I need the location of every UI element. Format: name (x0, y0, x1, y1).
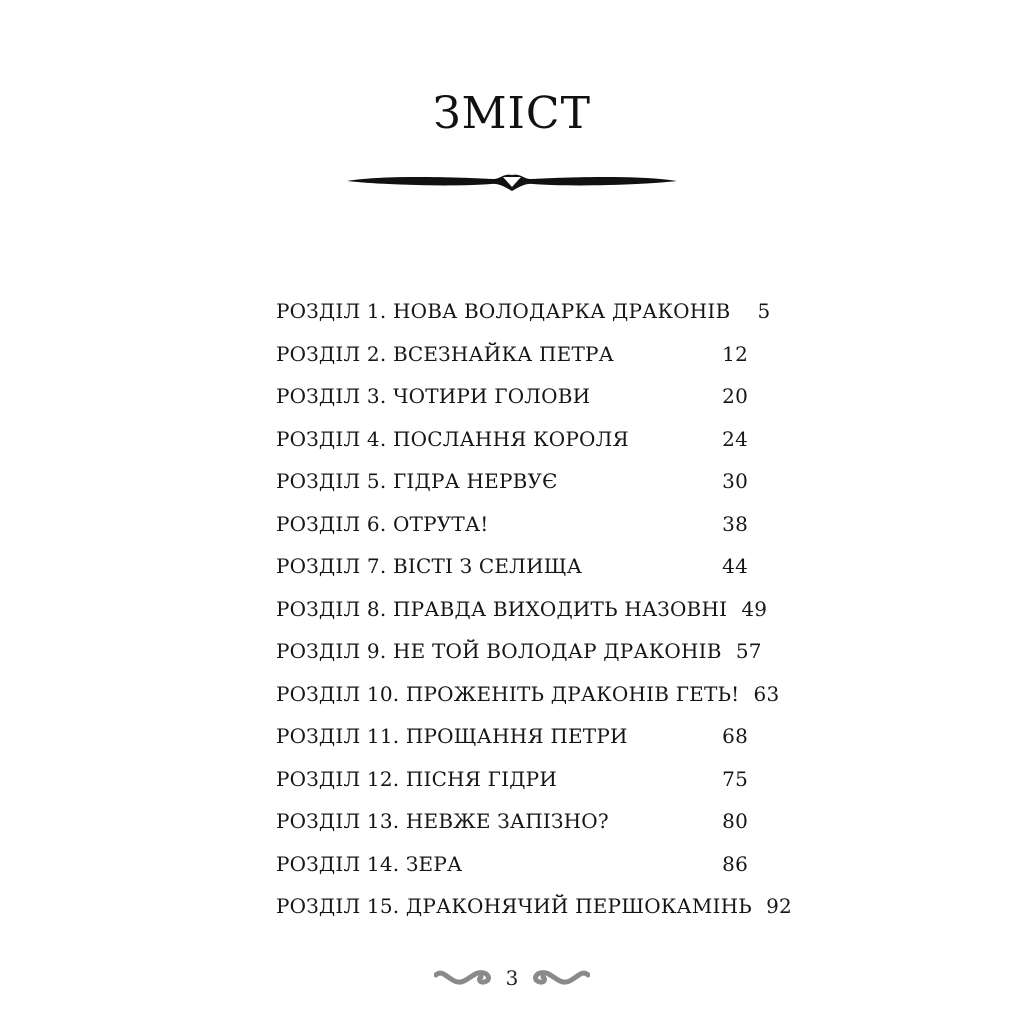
toc-entry-page: 12 (722, 341, 748, 366)
toc-entry-page: 24 (722, 426, 748, 451)
toc-entry-title: РОЗДІЛ 9. НЕ ТОЙ ВОЛОДАР ДРАКОНІВ (276, 639, 722, 663)
toc-entry (276, 762, 748, 805)
toc-entry-page: 5 (757, 299, 771, 323)
toc-entry-page: 75 (722, 766, 748, 791)
toc-entry-page: 30 (722, 469, 748, 493)
toc-entry-title: РОЗДІЛ 11. ПРОЩАННЯ ПЕТРИ (276, 724, 628, 748)
toc-entry-title: РОЗДІЛ 15. ДРАКОНЯЧИЙ ПЕРШОКАМІНЬ (276, 894, 752, 918)
toc-entry (276, 592, 768, 635)
toc-entry-title: РОЗДІЛ 3. ЧОТИРИ ГОЛОВИ (276, 384, 591, 408)
toc-entry (276, 464, 748, 507)
toc-entry-page: 49 (741, 596, 768, 621)
toc-entry-page: 44 (722, 554, 748, 578)
toc-entry-title: РОЗДІЛ 8. ПРАВДА ВИХОДИТЬ НАЗОВНІ (276, 596, 728, 621)
left-swash-ornament (434, 965, 492, 991)
toc-entry (276, 719, 748, 762)
toc-entry (276, 677, 780, 720)
toc-entry (276, 507, 748, 550)
toc-entry-title: РОЗДІЛ 10. ПРОЖЕНІТЬ ДРАКОНІВ ГЕТЬ! (276, 681, 740, 706)
toc-entry-title: РОЗДІЛ 6. ОТРУТА! (276, 511, 489, 536)
toc-entry-page: 86 (722, 851, 748, 876)
toc-entry-title: РОЗДІЛ 1. НОВА ВОЛОДАРКА ДРАКОНІВ (276, 299, 731, 323)
toc-entry-title: РОЗДІЛ 12. ПІСНЯ ГІДРИ (276, 766, 557, 791)
toc-entry (276, 422, 748, 465)
toc-entry (276, 337, 748, 380)
page-number: 3 (505, 966, 519, 990)
toc-entry-page: 80 (722, 809, 748, 833)
page-footer (0, 960, 1024, 996)
toc-entry-page: 57 (735, 639, 762, 663)
toc-entry-title: РОЗДІЛ 13. НЕВЖЕ ЗАПІЗНО? (276, 809, 609, 833)
toc-entry (276, 294, 771, 337)
toc-entry-title: РОЗДІЛ 2. ВСЕЗНАЙКА ПЕТРА (276, 341, 615, 366)
toc-entry-page: 20 (722, 384, 748, 408)
toc-entry-page: 63 (753, 681, 780, 706)
toc-entry-page: 92 (766, 894, 792, 918)
toc-entry-title: РОЗДІЛ 4. ПОСЛАННЯ КОРОЛЯ (276, 426, 629, 451)
toc-entry-page: 68 (722, 724, 748, 748)
divider-ornament (343, 165, 681, 197)
page-title: ЗМІСТ (433, 88, 591, 139)
toc-entry (276, 889, 792, 932)
toc-entry-title: РОЗДІЛ 5. ГІДРА НЕРВУЄ (276, 469, 558, 493)
toc-entry (276, 847, 748, 890)
toc-entry (276, 634, 762, 677)
toc-entry (276, 804, 748, 847)
toc-entry-title: РОЗДІЛ 7. ВІСТІ З СЕЛИЩА (276, 554, 583, 578)
toc-entry-page: 38 (722, 511, 748, 536)
toc-entry-title: РОЗДІЛ 14. ЗЕРА (276, 851, 463, 876)
table-of-contents (276, 294, 792, 932)
right-swash-ornament (532, 965, 590, 991)
toc-entry (276, 549, 748, 592)
toc-entry (276, 379, 748, 422)
